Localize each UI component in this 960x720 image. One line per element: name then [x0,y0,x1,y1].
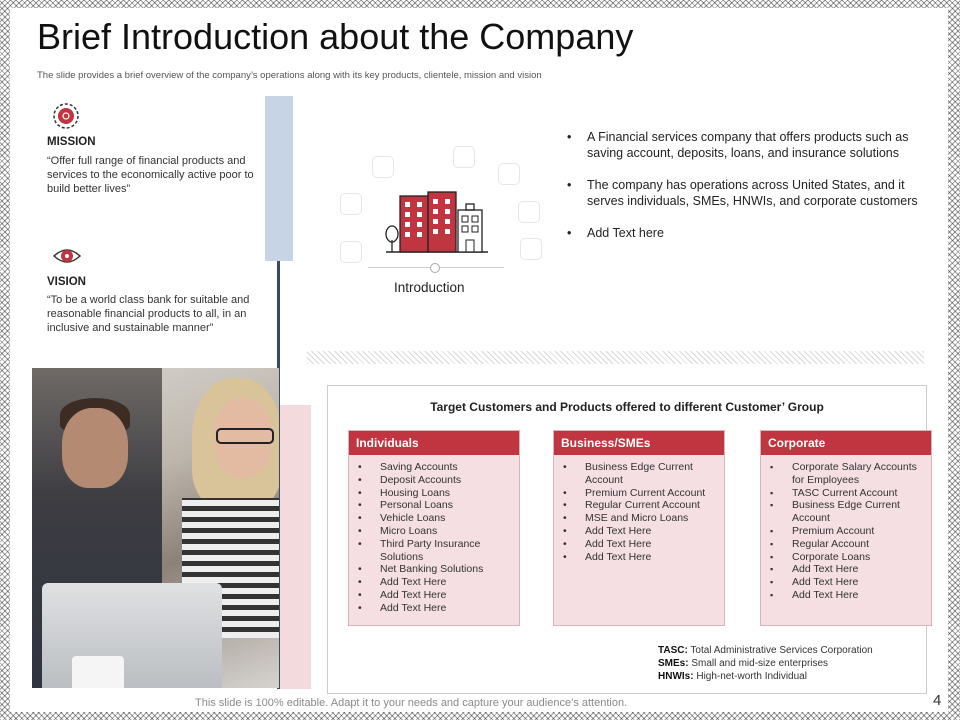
page-subtitle: The slide provides a brief overview of the company’s operations along with its key products, clientele, mission and vision [37,70,542,81]
list-item: ▪ Add Text Here [761,589,925,602]
decorative-icon [340,193,362,215]
column-individuals [348,430,520,626]
intro-dot [430,263,440,273]
footer-note: This slide is 100% editable. Adapt it to your needs and capture your audience’s attention. [195,697,628,709]
list-item: • Add Text Here [349,589,513,602]
abbr-def: Total Administrative Services Corporation [687,645,873,656]
column-heading: Individuals [349,431,519,455]
decorative-icon [520,238,542,260]
list-item: • Saving Accounts [349,461,513,474]
decorative-icon [372,156,394,178]
target-gear-icon [52,102,80,130]
target-title: Target Customers and Products offered to different Customer’ Group [430,400,824,414]
list-item: • Third Party Insurance Solutions [349,538,513,564]
list-item: • Micro Loans [349,525,513,538]
list-item: ▪ Corporate Salary Accounts for Employees [761,461,925,487]
list-item: • MSE and Micro Loans [554,512,718,525]
abbr-def: Small and mid-size enterprises [688,658,829,669]
intro-label: Introduction [394,280,465,295]
list-item: • Regular Current Account [554,499,718,512]
mission-text: “Offer full range of financial products and services to the economically active poor to build better lives” [47,155,254,195]
list-item: • Premium Current Account [554,487,718,500]
list-item: • Housing Loans [349,487,513,500]
list-item: • Deposit Accounts [349,474,513,487]
list-item: • Vehicle Loans [349,512,513,525]
list-item: • Net Banking Solutions [349,563,513,576]
slide [10,8,948,712]
intro-bullet: • Add Text here [563,225,938,241]
accent-bar-blue [265,96,293,261]
intro-bullet: • A Financial services company that offers products such as saving account, deposits, loans, and insurance solutions [563,129,938,161]
list-item: ▪ TASC Current Account [761,487,925,500]
vision-text: “To be a world class bank for suitable and reasonable financial products to all, in an inclusive and sustainable manner” [47,294,250,334]
list-item: • Add Text Here [349,602,513,615]
abbr-term: SMEs: [658,658,689,669]
list-item: ▪ Add Text Here [761,576,925,589]
column-heading: Corporate [761,431,931,455]
list-item: ▪ Corporate Loans [761,551,925,564]
target-customers-panel [327,385,927,694]
abbr-term: HNWIs: [658,671,694,682]
team-photo [32,368,279,688]
decorative-icon [453,146,475,168]
abbr-term: TASC: [658,645,688,656]
list-item: • Business Edge Current Account [554,461,718,487]
abbreviations [658,644,873,683]
eye-icon [52,242,80,270]
abbr-def: High-net-worth Individual [693,671,807,682]
decorative-icon [498,163,520,185]
list-item: ▪ Add Text Here [761,563,925,576]
column-corporate [760,430,932,626]
intro-bullet: • The company has operations across United States, and it serves individuals, SMEs, HNWIs, and corporate customers [563,177,938,209]
vision-heading: VISION [47,276,86,288]
intro-bullets [563,129,938,257]
column-heading: Business/SMEs [554,431,724,455]
list-item: • Add Text Here [554,525,718,538]
list-item: ▪ Regular Account [761,538,925,551]
mission-heading: MISSION [47,136,96,148]
list-item: • Add Text Here [554,538,718,551]
office-buildings-icon [382,190,492,255]
list-item: ▪ Business Edge Current Account [761,499,925,525]
list-item: • Add Text Here [349,576,513,589]
accent-bar-pink [280,405,311,689]
list-item: ▪ Premium Account [761,525,925,538]
page-number: 4 [933,692,942,709]
decorative-icon [518,201,540,223]
list-item: • Add Text Here [554,551,718,564]
list-item: • Personal Loans [349,499,513,512]
hatched-divider [307,351,924,364]
decorative-icon [340,241,362,263]
page-title: Brief Introduction about the Company [37,16,634,57]
column-business-smes [553,430,725,626]
